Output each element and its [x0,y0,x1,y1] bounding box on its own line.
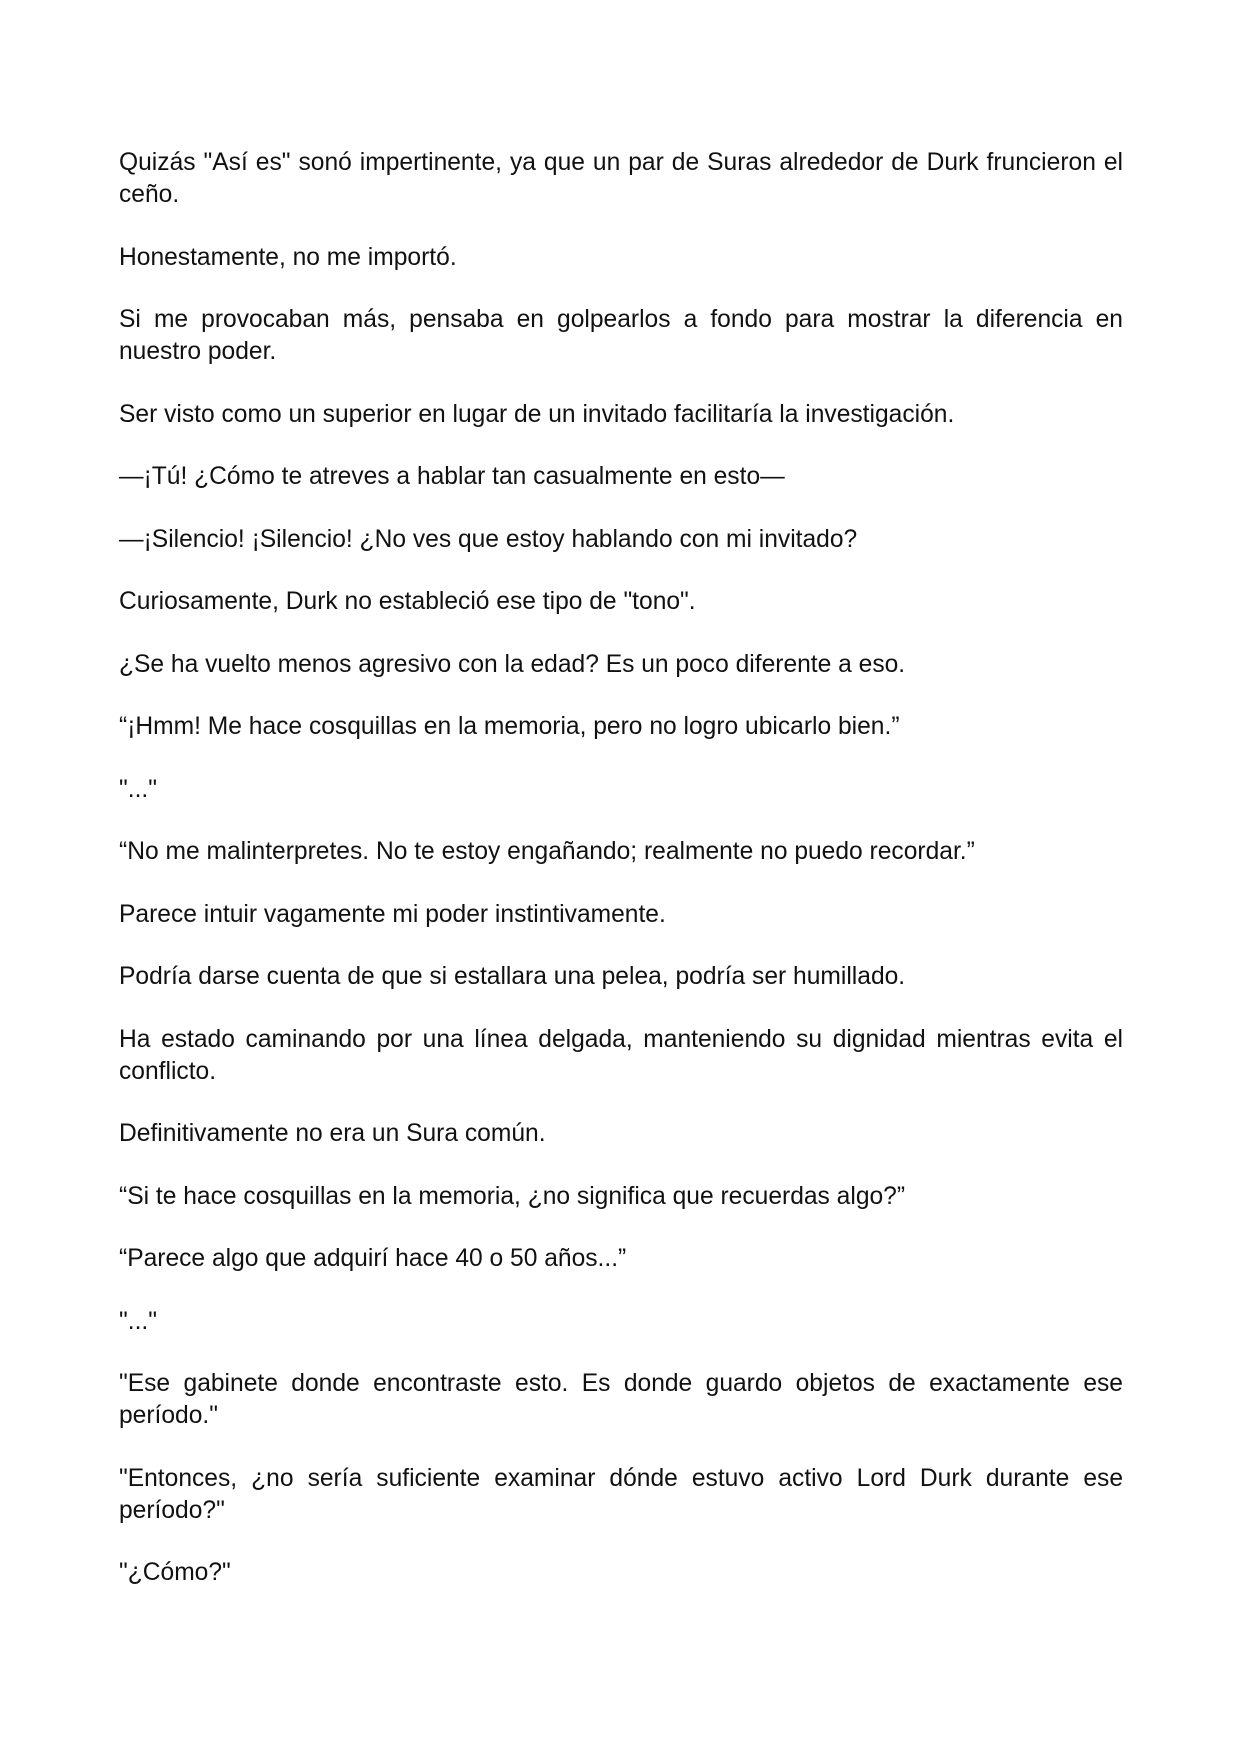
paragraph: "..." [119,775,157,803]
paragraph: Curiosamente, Durk no estableció ese tipo de "tono". [119,588,696,615]
paragraph: “No me malinterpretes. No te estoy engañando; realmente no puedo recordar.” [119,838,975,865]
paragraph: Podría darse cuenta de que si estallara una pelea, podría ser humillado. [119,963,906,990]
paragraph: —¡Tú! ¿Cómo te atreves a hablar tan casualmente en esto— [119,463,785,490]
paragraph: Honestamente, no me importó. [119,243,457,271]
paragraph: "¿Cómo?" [119,1559,231,1586]
paragraph: Definitivamente no era un Sura común. [119,1120,546,1147]
paragraph: ¿Se ha vuelto menos agresivo con la edad? Es un poco diferente a eso. [119,650,906,678]
paragraph: "Ese gabinete donde encontraste esto. Es donde guardo objetos de exactamente ese período." [119,1370,1123,1429]
paragraph: “Parece algo que adquirí hace 40 o 50 años...” [119,1245,627,1272]
paragraph: "..." [119,1307,157,1335]
paragraph: “Si te hace cosquillas en la memoria, ¿no significa que recuerdas algo?” [119,1182,906,1210]
paragraph: Parece intuir vagamente mi poder instintivamente. [119,900,666,928]
paragraph: Ha estado caminando por una línea delgada, manteniendo su dignidad mientras evita el conflicto. [119,1025,1123,1085]
paragraph: Si me provocaban más, pensaba en golpearlos a fondo para mostrar la diferencia en nuestro poder. [119,306,1123,365]
paragraph: “¡Hmm! Me hace cosquillas en la memoria, pero no logro ubicarlo bien.” [119,713,900,740]
paragraph: —¡Silencio! ¡Silencio! ¿No ves que estoy hablando con mi invitado? [119,525,858,553]
paragraph: Quizás "Así es" sonó impertinente, ya que un par de Suras alrededor de Durk fruncieron el ceño. [119,149,1123,208]
document-page [119,147,1123,1620]
paragraph: "Entonces, ¿no sería suficiente examinar dónde estuvo activo Lord Durk durante ese período?" [119,1464,1123,1524]
paragraph: Ser visto como un superior en lugar de un invitado facilitaría la investigación. [119,400,955,428]
